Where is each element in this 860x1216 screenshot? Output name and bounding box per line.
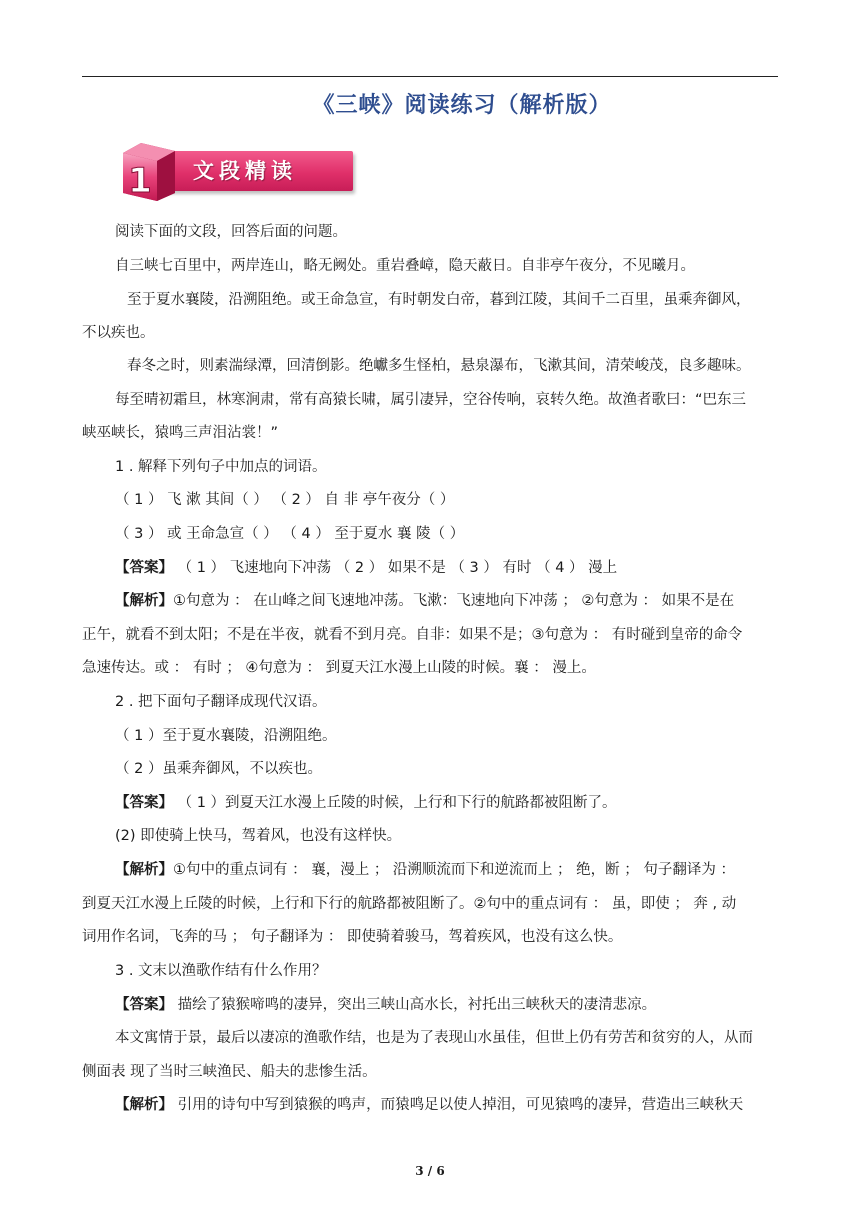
bracket-label: 【答案】	[115, 795, 173, 811]
passage-line: 自三峡七百里中，两岸连山，略无阙处。重岩叠嶂，隐天蔽日。自非亭午夜分，不见曦月。	[115, 258, 695, 274]
question-2-item: （ 1 ）至于夏水襄陵，沿溯阻绝。	[115, 728, 337, 744]
number-cube-icon	[117, 141, 179, 203]
answer-3: 本文寓情于景，最后以凄凉的渔歌作结，也是为了表现山水虽佳，但世上仍有劳苦和贫穷的人，从而	[115, 1030, 753, 1046]
answer-2: (2) 即使骑上快马，驾着风，也没有这样快。	[115, 828, 402, 844]
analysis-1: 正午，就看不到太阳；不是在半夜，就看不到月亮。自非：如果不是；③句意为 ： 有时碰到皇帝的命令	[82, 627, 743, 643]
analysis-1: 急速传达。或 ： 有时 ； ④句意为 ： 到夏天江水漫上山陵的时候。襄 ： 漫上。	[82, 660, 596, 676]
question-2-item: （ 2 ）虽乘奔御风，不以疾也。	[115, 761, 322, 777]
page-title	[0, 88, 860, 119]
passage-line: 至于夏水襄陵，沿溯阻绝。或王命急宣，有时朝发白帝，暮到江陵，其间千二百里，虽乘奔御风，	[127, 292, 751, 308]
section-badge	[115, 139, 355, 207]
answer-3: 侧面表 现了当时三峡渔民、船夫的悲惨生活。	[82, 1064, 377, 1080]
analysis-2: 【解析】①句中的重点词有 ： 襄，漫上 ； 沿溯顺流而下和逆流而上 ； 绝，断 ； 句子翻译为 ：	[115, 862, 735, 878]
bracket-label: 【解析】	[115, 1097, 173, 1113]
passage-line: 峡巫峡长，猿鸣三声泪沾裳！”	[82, 425, 279, 441]
passage-line: 不以疾也。	[82, 325, 155, 341]
analysis-3: 【解析】 引用的诗句中写到猿猴的鸣声，而猿鸣足以使人掉泪，可见猿鸣的凄异，营造出三峡秋天	[115, 1097, 744, 1113]
passage-line: 春冬之时，则素湍绿潭，回清倒影。绝巘多生怪柏，悬泉瀑布，飞漱其间，清荣峻茂，良多趣味。	[127, 358, 751, 374]
bracket-label: 【答案】	[115, 560, 173, 576]
header-rule	[82, 76, 778, 77]
question-1-items: （ 3 ） 或 王命急宣（ ） （ 4 ） 至于夏水 襄 陵（ ）	[115, 526, 465, 542]
bracket-label: 【解析】	[115, 862, 173, 878]
question-3: 3 . 文末以渔歌作结有什么作用？	[115, 963, 327, 979]
section-label: 文段精读	[193, 158, 297, 183]
passage-line: 每至晴初霜旦，林寒涧肃，常有高猿长啸，属引凄异，空谷传响，哀转久绝。故渔者歌曰：“巴东三	[115, 392, 747, 408]
page-title-text: 《三峡》阅读练习（解析版）	[312, 93, 612, 118]
question-2: 2 . 把下面句子翻译成现代汉语。	[115, 694, 327, 710]
answer-2: 【答案】 （ 1 ）到夏天江水漫上丘陵的时候，上行和下行的航路都被阻断了。	[115, 795, 617, 811]
page-number: 3 / 6	[415, 1164, 445, 1178]
question-1: 1 . 解释下列句子中加点的词语。	[115, 459, 327, 475]
analysis-1: 【解析】①句意为 ： 在山峰之间飞速地冲荡。飞漱：飞速地向下冲荡 ； ②句意为 ： 如果不是在	[115, 593, 735, 609]
bracket-label: 【答案】	[115, 997, 173, 1013]
bracket-label: 【解析】	[115, 593, 173, 609]
analysis-2: 到夏天江水漫上丘陵的时候，上行和下行的航路都被阻断了。②句中的重点词有 ： 虽，即使 ； 奔 , 动	[82, 896, 737, 912]
question-1-items: （ 1 ） 飞 漱 其间（ ） （ 2 ） 自 非 亭午夜分（ ）	[115, 492, 455, 508]
section-number: 1	[128, 161, 152, 201]
answer-1: 【答案】 （ 1 ） 飞速地向下冲荡 （ 2 ） 如果不是 （ 3 ） 有时 （ 4 ） 漫上	[115, 560, 618, 576]
analysis-2: 词用作名词，飞奔的马 ； 句子翻译为 ： 即使骑着骏马，驾着疾风，也没有这么快。	[82, 929, 623, 945]
intro-line: 阅读下面的文段，回答后面的问题。	[115, 224, 347, 240]
answer-3: 【答案】 描绘了猿猴啼鸣的凄异，突出三峡山高水长，衬托出三峡秋天的凄清悲凉。	[115, 997, 657, 1013]
